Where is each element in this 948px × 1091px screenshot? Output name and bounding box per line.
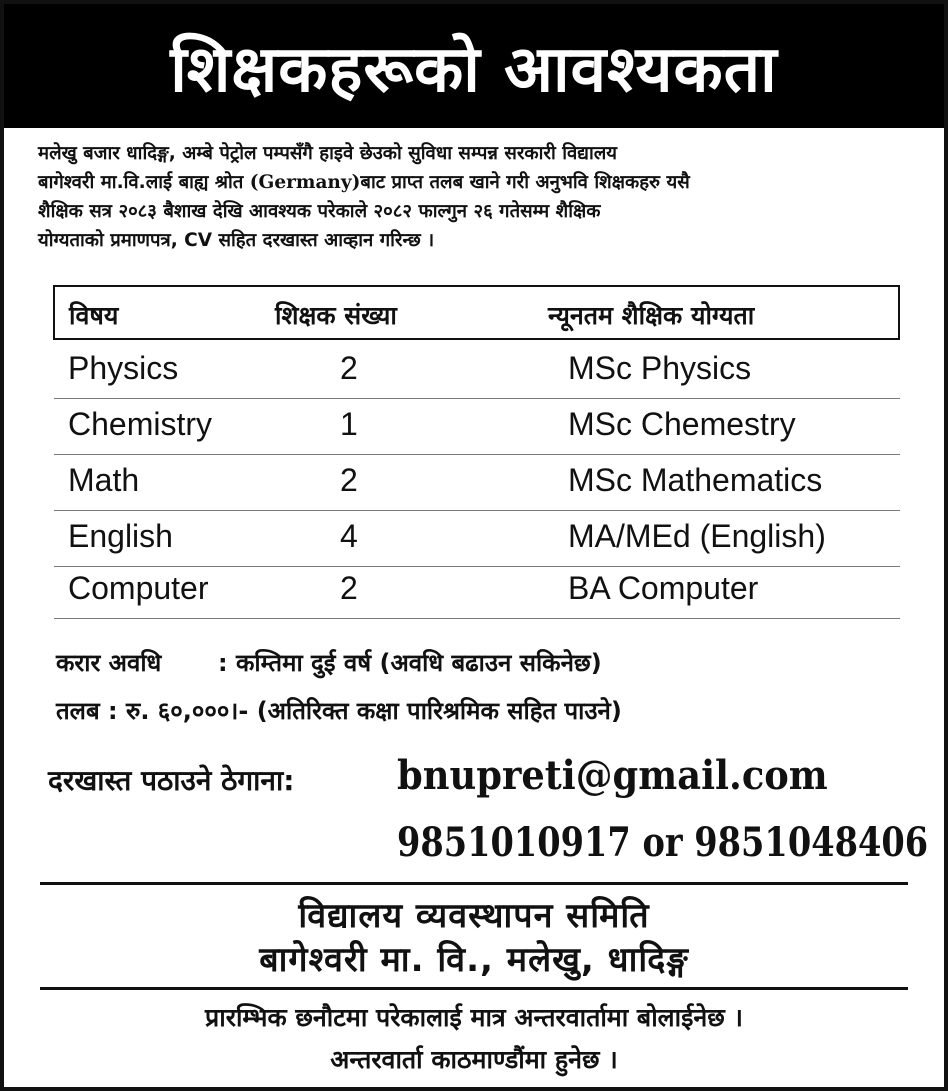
intro-line-3: शैक्षिक सत्र २०८३ बैशाख देखि आवश्यक परेकाले २०८२ फाल्गुन २६ गतेसम्म शैक्षिक <box>38 201 601 222</box>
contract-value: : कम्तिमा दुई वर्ष (अवधि बढाउन सकिनेछ) <box>218 649 602 677</box>
contract-period <box>56 646 602 679</box>
committee-name: विद्यालय व्यवस्थापन समिति <box>298 896 650 936</box>
interview-location-notice: अन्तरवार्ता काठमाण्डौंमा हुनेछ । <box>330 1045 618 1074</box>
header-subject: विषय <box>69 301 119 330</box>
intro-line-2 <box>38 168 918 197</box>
row-count: 2 <box>340 462 358 498</box>
table-row <box>54 398 900 455</box>
table-row <box>54 510 900 567</box>
header-teacher-count: शिक्षक संख्या <box>275 301 397 330</box>
table-row <box>54 454 900 511</box>
table-header <box>53 285 900 340</box>
shortlist-notice: प्रारम्भिक छनौटमा परेकालाई मात्र अन्तरवार्तामा बोलाईनेछ । <box>205 1003 743 1032</box>
row-qualification: MSc Physics <box>568 350 752 386</box>
table-row <box>54 342 900 399</box>
row-count: 1 <box>340 406 358 442</box>
contact-phones[interactable]: 9851010917 or 9851048406 <box>397 819 929 866</box>
intro-line-1: मलेखु बजार धादिङ्ग, अम्बे पेट्रोल पम्पसँगै हाइवे छेउको सुविधा सम्पन्न सरकारी विद्यालय <box>38 143 618 164</box>
school-address: बागेश्वरी मा. वि., मलेखु, धादिङ्ग <box>259 940 689 980</box>
row-qualification: MSc Chemestry <box>568 406 796 442</box>
application-address-label: दरखास्त पठाउने ठेगाना: <box>48 764 295 797</box>
contact-email[interactable]: bnupreti@gmail.com <box>397 752 828 799</box>
header-min-qualification: न्यूनतम शैक्षिक योग्यता <box>548 301 755 330</box>
row-subject: Math <box>68 462 140 498</box>
intro-paragraph <box>38 139 918 255</box>
table-row <box>54 562 900 619</box>
row-qualification: MSc Mathematics <box>568 462 823 498</box>
intro-line-4: योग्यताको प्रमाणपत्र, CV सहित दरखास्त आव्हान गरिन्छ । <box>38 230 435 251</box>
row-qualification: BA Computer <box>568 570 759 606</box>
row-subject: Computer <box>68 570 209 606</box>
divider <box>40 987 908 990</box>
row-count: 4 <box>340 518 358 554</box>
row-subject: Physics <box>68 350 179 386</box>
row-qualification: MA/MEd (English) <box>568 518 826 554</box>
salary-info: तलब : रु. ६०,०००।- (अतिरिक्त कक्षा पारिश्रमिक सहित पाउने) <box>56 697 622 725</box>
advertisement-title: शिक्षकहरूको आवश्यकता <box>4 4 944 128</box>
row-subject: English <box>68 518 173 554</box>
divider <box>40 882 908 885</box>
intro-line-2-germany: (Germany) <box>249 172 361 193</box>
row-count: 2 <box>340 570 358 606</box>
row-subject: Chemistry <box>68 406 213 442</box>
row-count: 2 <box>340 350 358 386</box>
contract-label: करार अवधि <box>56 649 162 677</box>
intro-line-2b: बाट प्राप्त तलब खाने गरी अनुभवि शिक्षकहरु यसै <box>360 172 690 193</box>
intro-line-2a: बागेश्वरी मा.वि.लाई बाह्य श्रोत <box>38 172 250 193</box>
